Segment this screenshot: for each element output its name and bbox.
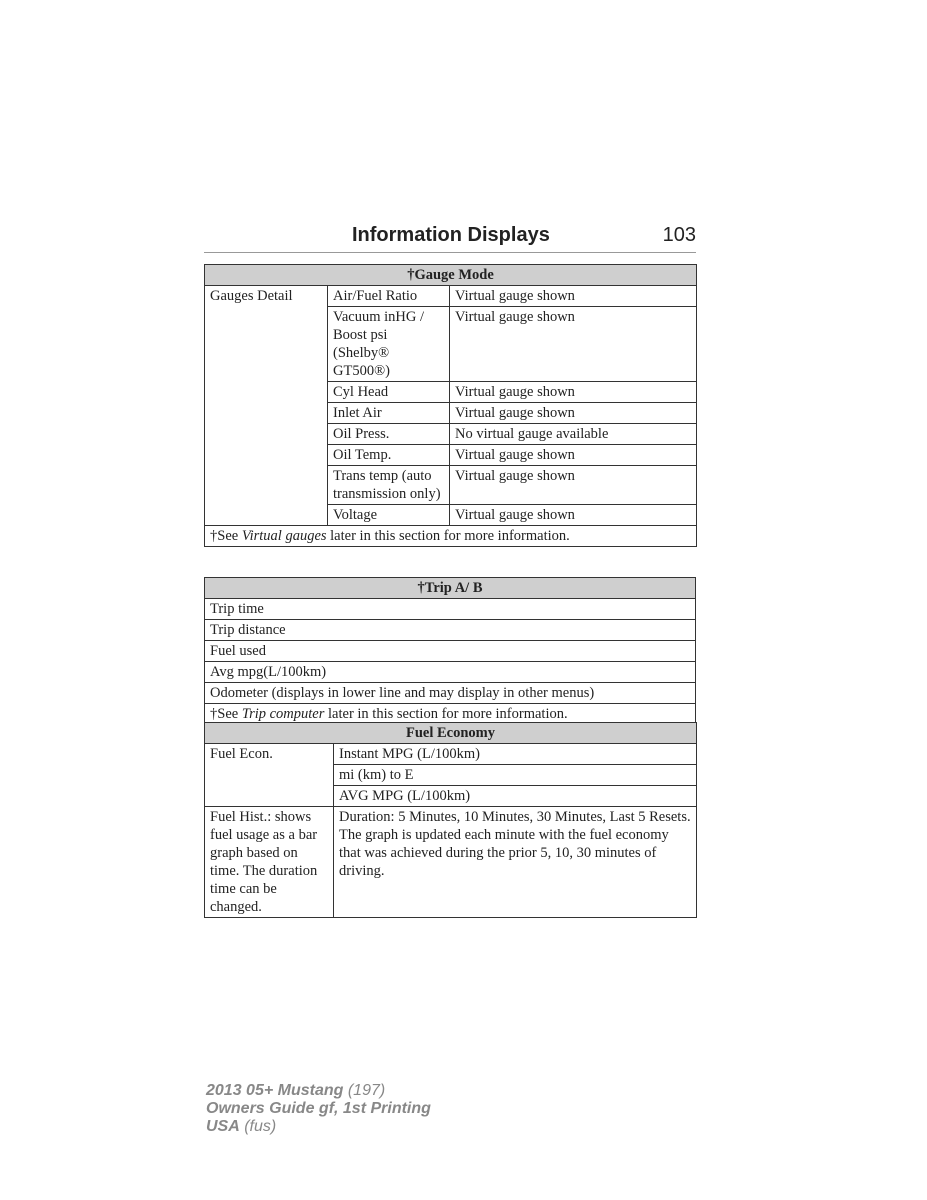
table-row <box>205 641 696 662</box>
section-title: Information Displays <box>352 224 550 246</box>
fuel-hist-label: Fuel Hist.: shows fuel usage as a bar graph based on time. The duration time can be changed. <box>205 807 334 918</box>
fuel-econ-label: Fuel Econ. <box>205 744 334 807</box>
fuel-econ-item: mi (km) to E <box>334 765 697 786</box>
page-number: 103 <box>662 224 696 246</box>
gauge-item: Vacuum inHG / Boost psi (Shelby® GT500®) <box>328 307 450 382</box>
trip-item: Trip distance <box>205 620 696 641</box>
gauge-mode-heading: †Gauge Mode <box>205 265 697 286</box>
footer-region-code: (fus) <box>239 1118 277 1135</box>
footer-region: USA <box>206 1118 240 1135</box>
table-row <box>205 620 696 641</box>
gauge-desc: Virtual gauge shown <box>450 466 697 505</box>
gauge-item: Cyl Head <box>328 382 450 403</box>
note-suffix: later in this section for more information. <box>326 528 570 544</box>
gauge-desc: Virtual gauge shown <box>450 403 697 424</box>
gauge-item: Trans temp (auto transmission only) <box>328 466 450 505</box>
page-footer <box>206 1082 431 1136</box>
footer-guide: Owners Guide gf, 1st Printing <box>206 1100 431 1117</box>
trip-item: Odometer (displays in lower line and may display in other menus) <box>205 683 696 704</box>
gauge-desc: Virtual gauge shown <box>450 286 697 307</box>
gauge-item: Voltage <box>328 505 450 526</box>
page-header <box>204 224 696 253</box>
fuel-economy-heading: Fuel Economy <box>205 723 697 744</box>
note-reference: Trip computer <box>241 706 325 722</box>
note-reference: Virtual gauges <box>241 528 327 544</box>
footer-line-3 <box>206 1118 431 1136</box>
table-note-row <box>205 526 697 547</box>
note-suffix: later in this section for more information. <box>324 706 568 722</box>
note-prefix: †See <box>210 706 242 722</box>
gauge-item: Air/Fuel Ratio <box>328 286 450 307</box>
trip-item: Trip time <box>205 599 696 620</box>
fuel-hist-desc: Duration: 5 Minutes, 10 Minutes, 30 Minutes, Last 5 Resets. The graph is updated each minute with the fuel economy that was achieved during the prior 5, 10, 30 minutes of driving. <box>334 807 697 918</box>
table-row <box>205 662 696 683</box>
gauge-desc: Virtual gauge shown <box>450 382 697 403</box>
footer-line-2 <box>206 1100 431 1118</box>
fuel-econ-item: Instant MPG (L/100km) <box>334 744 697 765</box>
gauge-item: Inlet Air <box>328 403 450 424</box>
trip-heading: †Trip A/ B <box>205 578 696 599</box>
table-row <box>205 286 697 307</box>
trip-item: Avg mpg(L/100km) <box>205 662 696 683</box>
table-row <box>205 807 697 918</box>
gauge-mode-note <box>205 526 697 547</box>
gauge-item: Oil Press. <box>328 424 450 445</box>
fuel-econ-item: AVG MPG (L/100km) <box>334 786 697 807</box>
table-row <box>205 744 697 765</box>
gauges-detail-label: Gauges Detail <box>205 286 328 526</box>
gauge-desc: Virtual gauge shown <box>450 505 697 526</box>
footer-line-1 <box>206 1082 431 1100</box>
footer-model: 2013 05+ Mustang <box>206 1082 344 1099</box>
table-row <box>205 599 696 620</box>
gauge-mode-table <box>204 264 697 547</box>
trip-table <box>204 577 696 725</box>
gauge-desc: Virtual gauge shown <box>450 307 697 382</box>
gauge-item: Oil Temp. <box>328 445 450 466</box>
table-row <box>205 683 696 704</box>
gauge-desc: No virtual gauge available <box>450 424 697 445</box>
footer-code: (197) <box>343 1082 386 1099</box>
note-prefix: †See <box>210 528 242 544</box>
trip-item: Fuel used <box>205 641 696 662</box>
fuel-economy-table <box>204 722 697 918</box>
gauge-desc: Virtual gauge shown <box>450 445 697 466</box>
